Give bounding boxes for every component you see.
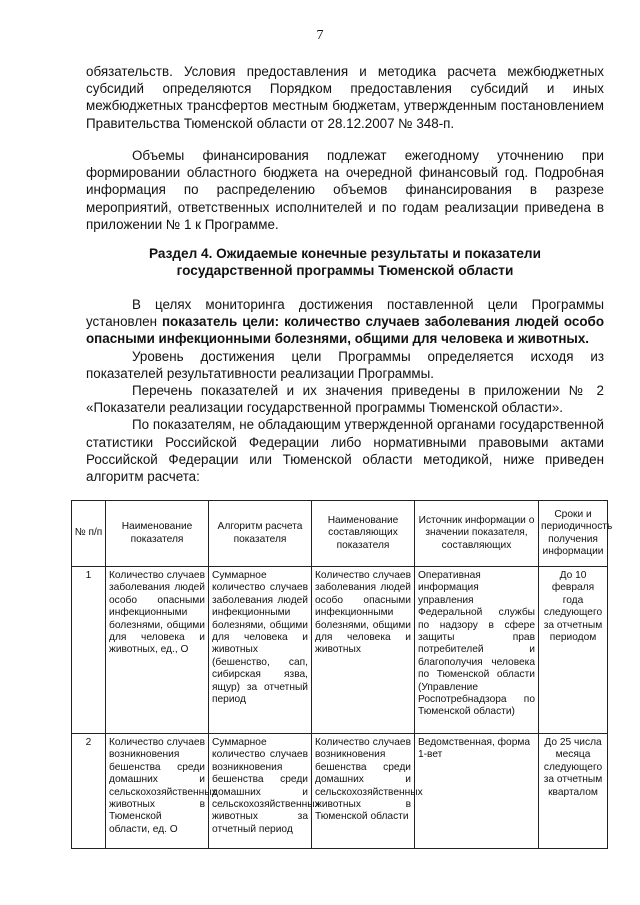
row-1-name: Количество случаев заболевания людей особо опасными инфекционными болезнями, общими для человека и животных, ед., О (106, 567, 209, 734)
row-1-algorithm: Суммарное количество случаев заболевания людей инфекционными болезнями, общими для человека и животных (бешенство, сап, сибирская язва, ящур) за отчетный период (209, 567, 312, 734)
section-body (86, 296, 604, 485)
header-algorithm: Алгоритм расчета показателя (209, 501, 312, 567)
row-2-components: Количество случаев возникновения бешенства среди домашних и сельскохозяйственных животных в Тюменской области (312, 734, 415, 849)
row-1-components: Количество случаев заболевания людей особо опасными инфекционными болезнями, общими для человека и животных (312, 567, 415, 734)
paragraph-goal-level: Уровень достижения цели Программы определяется исходя из показателей результативности реализации Программы. (86, 348, 604, 381)
table-header-row (72, 501, 608, 567)
table-row (72, 567, 608, 734)
row-2-source: Ведомственная, форма 1-вет (415, 734, 539, 849)
row-1-num: 1 (72, 567, 106, 734)
row-1-deadline: До 10 февраля года следующего за отчетным периодом (539, 567, 608, 734)
row-2-name: Количество случаев возникновения бешенства среди домашних и сельскохозяйственных животных в Тюменской области, ед. О (106, 734, 209, 849)
goal-indicator-bold: показатель цели: количество случаев заболевания людей особо опасными инфекционными болезнями, общими для человека и животных. (86, 314, 604, 347)
header-source: Источник информации о значении показателя, составляющих (415, 501, 539, 567)
table-row (72, 734, 608, 849)
section-title (86, 245, 604, 280)
paragraph-goal-indicator (86, 296, 604, 348)
header-num: № п/п (72, 501, 106, 567)
section-title-line-1: Раздел 4. Ожидаемые конечные результаты и показатели (149, 246, 541, 261)
indicators-table (71, 500, 613, 849)
paragraph-indicator-list: Перечень показателей и их значения приведены в приложении № 2 «Показатели реализации государственной программы Тюменской области». (86, 383, 604, 416)
paragraph-algorithm-intro: По показателям, не обладающим утвержденной органами государственной статистики Российской Федерации либо нормативными правовыми актами Российской Федерации или Тюменской области методикой, ниже приведен алгоритм расчета: (86, 417, 604, 485)
row-2-deadline: До 25 числа месяца следующего за отчетным кварталом (539, 734, 608, 849)
header-name: Наименование показателя (106, 501, 209, 567)
row-2-algorithm: Суммарное количество случаев возникновения бешенства среди домашних и сельскохозяйственных животных за отчетный период (209, 734, 312, 849)
paragraph-subsidies: обязательств. Условия предоставления и методика расчета межбюджетных субсидий определяются Порядком предоставления субсидий и иных межбюджетных трансфертов местным бюджетам, утвержденным постановлением Правительства Тюменской области от 28.12.2007 № 348-п. (86, 64, 604, 131)
header-components: Наименование составляющих показателя (312, 501, 415, 567)
header-deadline: Сроки и периодичность получения информации (539, 501, 608, 567)
row-2-num: 2 (72, 734, 106, 849)
section-title-line-2: государственной программы Тюменской области (176, 263, 514, 279)
goal-intro-text: В целях мониторинга достижения поставленной цели Программы установлен (86, 297, 604, 330)
paragraph-financing: Объемы финансирования подлежат ежегодному уточнению при формировании областного бюджета на очередной финансовый год. Подробная информация по распределению объемов финансирования в разрезе мероприятий, ответственных исполнителей и по годам реализации приведена в приложении № 1 к Программе. (86, 148, 604, 232)
row-1-source: Оперативная информация управления Федеральной службы по надзору в сфере защиты прав потребителей и благополучия человека по Тюменской области (Управление Роспотребнадзора по Тюменской области) (415, 567, 539, 734)
page-number: 7 (316, 28, 324, 43)
